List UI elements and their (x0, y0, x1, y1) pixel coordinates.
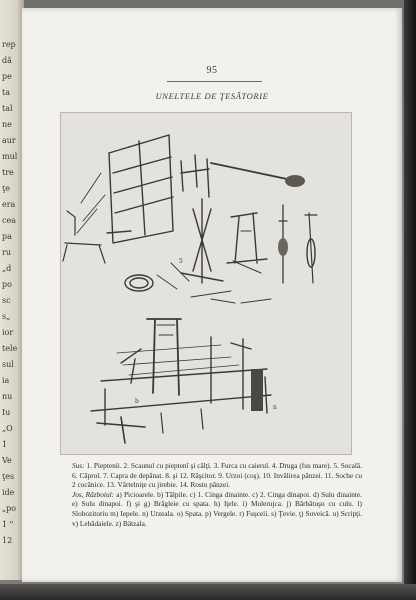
previous-page-text-fragment: ta (2, 88, 10, 97)
previous-page-text-fragment: tal (2, 104, 13, 113)
previous-page-text-fragment: 12 (2, 536, 13, 545)
previous-page-text-fragment: „O (2, 424, 13, 433)
previous-page-text-fragment: po (2, 280, 12, 289)
previous-page-text-fragment: tele (2, 344, 18, 353)
previous-page-text-fragment: sc (2, 296, 11, 305)
book-bottom-edge (0, 584, 416, 600)
caption-bottom-lead: Jos, Războiul: (72, 489, 115, 499)
previous-page-text-fragment: ide (2, 488, 15, 497)
previous-page-text-fragment: nu (2, 392, 13, 401)
previous-page-text-fragment: ne (2, 120, 12, 129)
previous-page-text-fragment: ţe (2, 184, 10, 193)
illustration-plate (60, 112, 352, 455)
svg-text:b: b (135, 398, 139, 405)
previous-page-text-fragment: pe (2, 72, 12, 81)
previous-page-text-fragment: pa (2, 232, 12, 241)
previous-page-text-fragment: 1 " (2, 520, 14, 529)
previous-page-text-fragment: ru (2, 248, 11, 257)
previous-page-text-fragment: era (2, 200, 16, 209)
caption-top-text: 1. Pieptenii. 2. Scaunul cu pieptenî şi câlţi. 3. Furca cu caierul. 4. Druga (fus mare). 5. Socală. 6. Căprol. 7. Capra de depănat. 8. şi 12. Răşcitor. 9. Urzoi (coş). 10. Invălirea pânzei. 11. Soche cu 2 cocânice. 13. Vârtelniţe cu jirebie. 14. Rostu pânzei. (72, 461, 362, 490)
previous-page-text-fragment: Ve (2, 456, 12, 465)
previous-page-text-fragment: tre (2, 168, 14, 177)
previous-page-text-fragment: s„ (2, 312, 11, 321)
page-number: 95 (206, 65, 218, 76)
previous-page-text-fragment: cea (2, 216, 16, 225)
previous-page-text-fragment: 1 (2, 440, 8, 449)
previous-page-text-fragment: ior (2, 328, 14, 337)
header-rule (167, 81, 262, 82)
caption-bottom (72, 490, 362, 528)
previous-page-text-fragment: Iu (2, 408, 11, 417)
previous-page-text-fragment: dă (2, 56, 12, 65)
previous-page-text-fragment: „po (2, 504, 17, 513)
caption-top-lead: Sus: (72, 461, 85, 470)
previous-page-text-fragment: aur (2, 136, 16, 145)
weaving-tools-illustration (61, 113, 351, 454)
previous-page-text-fragment: ia (2, 376, 10, 385)
figure-caption (72, 461, 362, 528)
book-page (22, 8, 402, 582)
svg-text:5: 5 (179, 258, 183, 265)
book-spine (404, 0, 416, 600)
previous-page-text-fragment: „d (2, 264, 12, 273)
previous-page-edge (0, 0, 24, 580)
caption-bottom-text: a) Picioarele. b) Tălpile. c) 1. Cinga dinainte. c) 2. Cinga dinapoi. d) Sulu dinainte. e) Sulu dinapoi. f) şi g) Brăgleie cu spata. h) Iţele. i) Mulerujca. j) Bărbătuşu cu culu. l) Slobozitoriu m) Iepele. n) Urzeala. o) Spata. p) Vergele. r) Fuşceii. s) Ţevie. ţ) Suveică. u) Scripţi. v) Lebădaiele. z) Bătzala. (72, 489, 362, 528)
previous-page-text-fragment: mul (2, 152, 18, 161)
previous-page-text-fragment: sul (2, 360, 14, 369)
running-head: UNELTELE DE ŢESĂTORIE (155, 91, 269, 101)
caption-top (72, 461, 362, 490)
previous-page-text-fragment: ţes (2, 472, 15, 481)
previous-page-text-fragment: rep (2, 40, 16, 49)
svg-text:n: n (273, 404, 277, 411)
